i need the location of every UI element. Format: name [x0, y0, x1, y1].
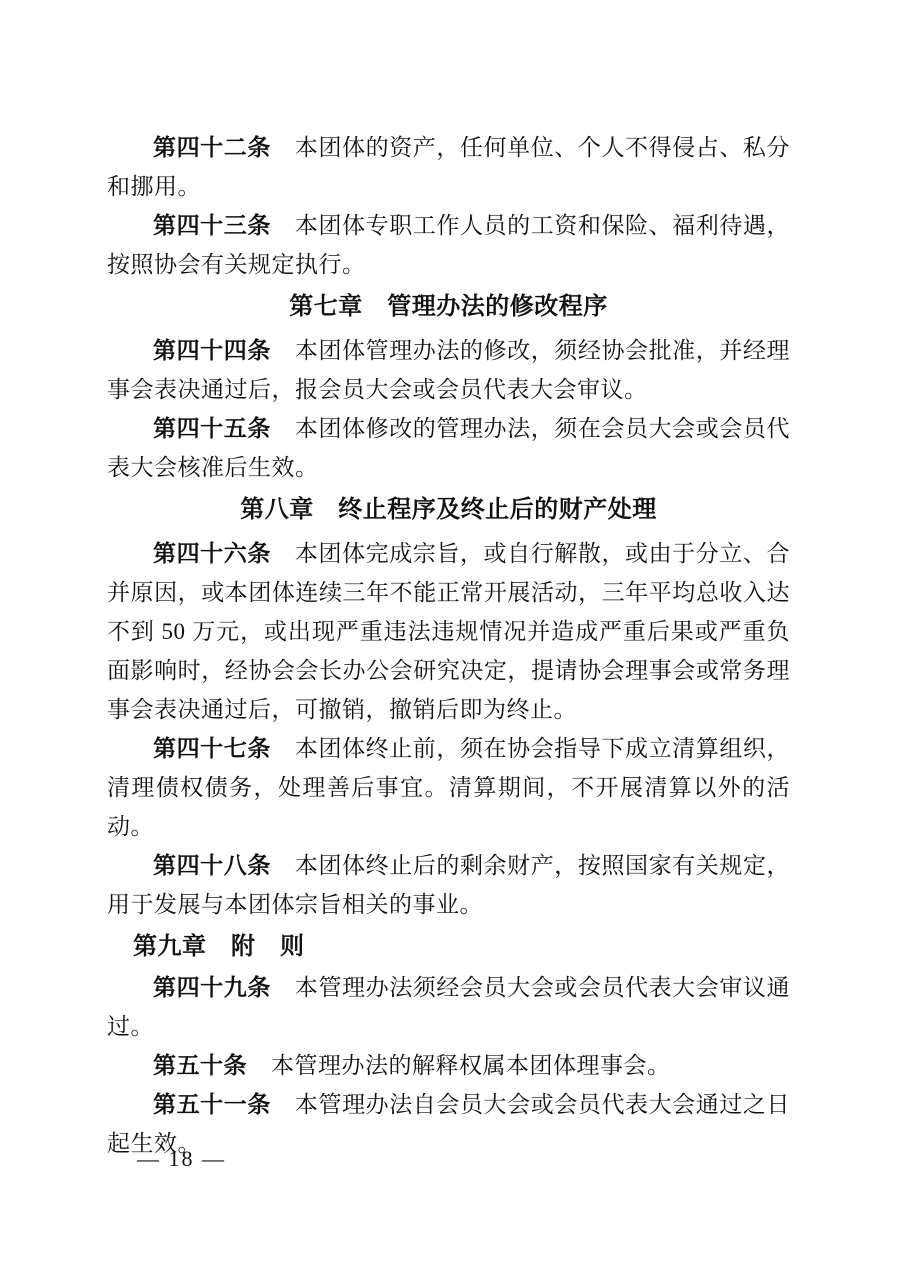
- article-text: 本团体专职工作人员的工资和保险、福利待遇，按照协会有关规定执行。: [107, 213, 791, 277]
- document-body: [107, 128, 790, 1163]
- article-text: 本团体修改的管理办法，须在会员大会或会员代表大会核准后生效。: [107, 416, 791, 480]
- article-text: 本团体管理办法的修改，须经协会批准，并经理事会表决通过后，报会员大会或会员代表大会审议。: [107, 338, 791, 402]
- article-number: 第四十二条: [153, 135, 271, 160]
- article-paragraph: [107, 729, 790, 846]
- chapter-heading: 第七章 管理办法的修改程序: [289, 292, 608, 320]
- article-paragraph: [107, 846, 790, 924]
- article-paragraph: [107, 206, 790, 284]
- chapter-heading: 第八章 终止程序及终止后的财产处理: [240, 495, 657, 523]
- article-number: 第四十九条: [153, 975, 271, 1000]
- article-number: 第五十一条: [153, 1092, 271, 1117]
- article-text: 本团体完成宗旨，或自行解散，或由于分立、合并原因，或本团体连续三年不能正常开展活动，三年平均总收入达不到 50 万元，或出现严重违法违规情况并造成严重后果或严重负面影响时，经协会会长办公会研究决定，提请协会理事会或常务理事会表决通过后，可撤销，撤销后即为终止。: [107, 541, 791, 722]
- article-text: 本团体终止前，须在协会指导下成立清算组织，清理债权债务，处理善后事宜。清算期间，不开展清算以外的活动。: [107, 736, 791, 839]
- article-paragraph: [107, 409, 790, 487]
- article-text: 本团体的资产，任何单位、个人不得侵占、私分和挪用。: [107, 135, 791, 199]
- article-text: 本管理办法的解释权属本团体理事会。: [271, 1053, 671, 1078]
- article-number: 第五十条: [153, 1053, 247, 1078]
- article-number: 第四十三条: [153, 213, 271, 238]
- article-text: 本管理办法自会员大会或会员代表大会通过之日起生效。: [107, 1092, 791, 1156]
- page-number: — 18 —: [137, 1146, 226, 1171]
- article-paragraph: [107, 1046, 790, 1085]
- article-number: 第四十四条: [153, 338, 271, 363]
- article-number: 第四十七条: [153, 736, 271, 761]
- article-paragraph: [107, 331, 790, 409]
- article-text: 本团体终止后的剩余财产，按照国家有关规定，用于发展与本团体宗旨相关的事业。: [107, 853, 791, 917]
- article-text: 本管理办法须经会员大会或会员代表大会审议通过。: [107, 975, 791, 1039]
- chapter-heading: 第九章 附 则: [133, 932, 305, 960]
- article-paragraph: [107, 534, 790, 729]
- article-number: 第四十六条: [153, 541, 271, 566]
- article-number: 第四十五条: [153, 416, 271, 441]
- article-number: 第四十八条: [153, 853, 271, 878]
- article-paragraph: [107, 968, 790, 1046]
- article-paragraph: [107, 128, 790, 206]
